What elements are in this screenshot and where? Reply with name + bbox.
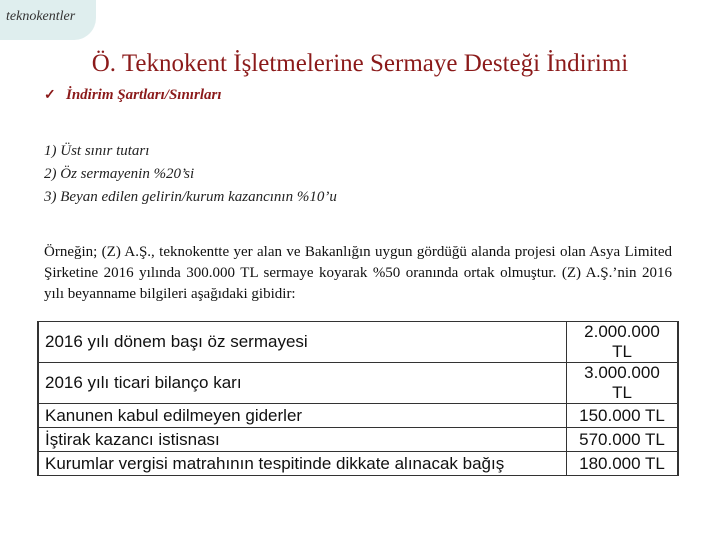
check-icon: ✓ [44, 88, 56, 103]
table-row [38, 322, 678, 363]
condition-item: 2) Öz sermayenin %20’si [44, 166, 195, 182]
row-label: İştirak kazancı istisnası [38, 428, 567, 452]
example-paragraph: Örneğin; (Z) A.Ş., teknokentte yer alan ve Bakanlığın uygun gördüğü alanda projesi olan Asya Limited Şirketine 2016 yılında 300.000 TL sermaye koyarak %50 oranında ortak olmuştur. (Z) A.Ş.’nin 2016 yılı beyanname bilgileri aşağıdaki gibidir: [44, 244, 672, 302]
header-tab [0, 0, 96, 40]
conditions-list [44, 140, 337, 209]
tab-label: teknokentler [6, 9, 76, 24]
row-amount: 570.000 TL [567, 428, 679, 452]
row-amount: 180.000 TL [567, 452, 679, 476]
row-label: 2016 yılı dönem başı öz sermayesi [38, 322, 567, 363]
table-row [38, 452, 678, 476]
table-row [38, 363, 678, 404]
page-title: Ö. Teknokent İşletmelerine Sermaye Desteği İndirimi [91, 50, 629, 77]
row-amount: 150.000 TL [567, 404, 679, 428]
table-row [38, 404, 678, 428]
condition-item: 3) Beyan edilen gelirin/kurum kazancının %10’u [44, 189, 337, 205]
declaration-table [37, 321, 679, 476]
row-label: Kanunen kabul edilmeyen giderler [38, 404, 567, 428]
row-label: 2016 yılı ticari bilanço karı [38, 363, 567, 404]
row-label: Kurumlar vergisi matrahının tespitinde dikkate alınacak bağış [38, 452, 567, 476]
conditions-heading-text: İndirim Şartları/Sınırları [66, 87, 222, 103]
row-amount: 2.000.000 TL [567, 322, 679, 363]
condition-item: 1) Üst sınır tutarı [44, 143, 150, 159]
row-amount: 3.000.000 TL [567, 363, 679, 404]
table-row [38, 428, 678, 452]
conditions-heading [44, 87, 222, 104]
